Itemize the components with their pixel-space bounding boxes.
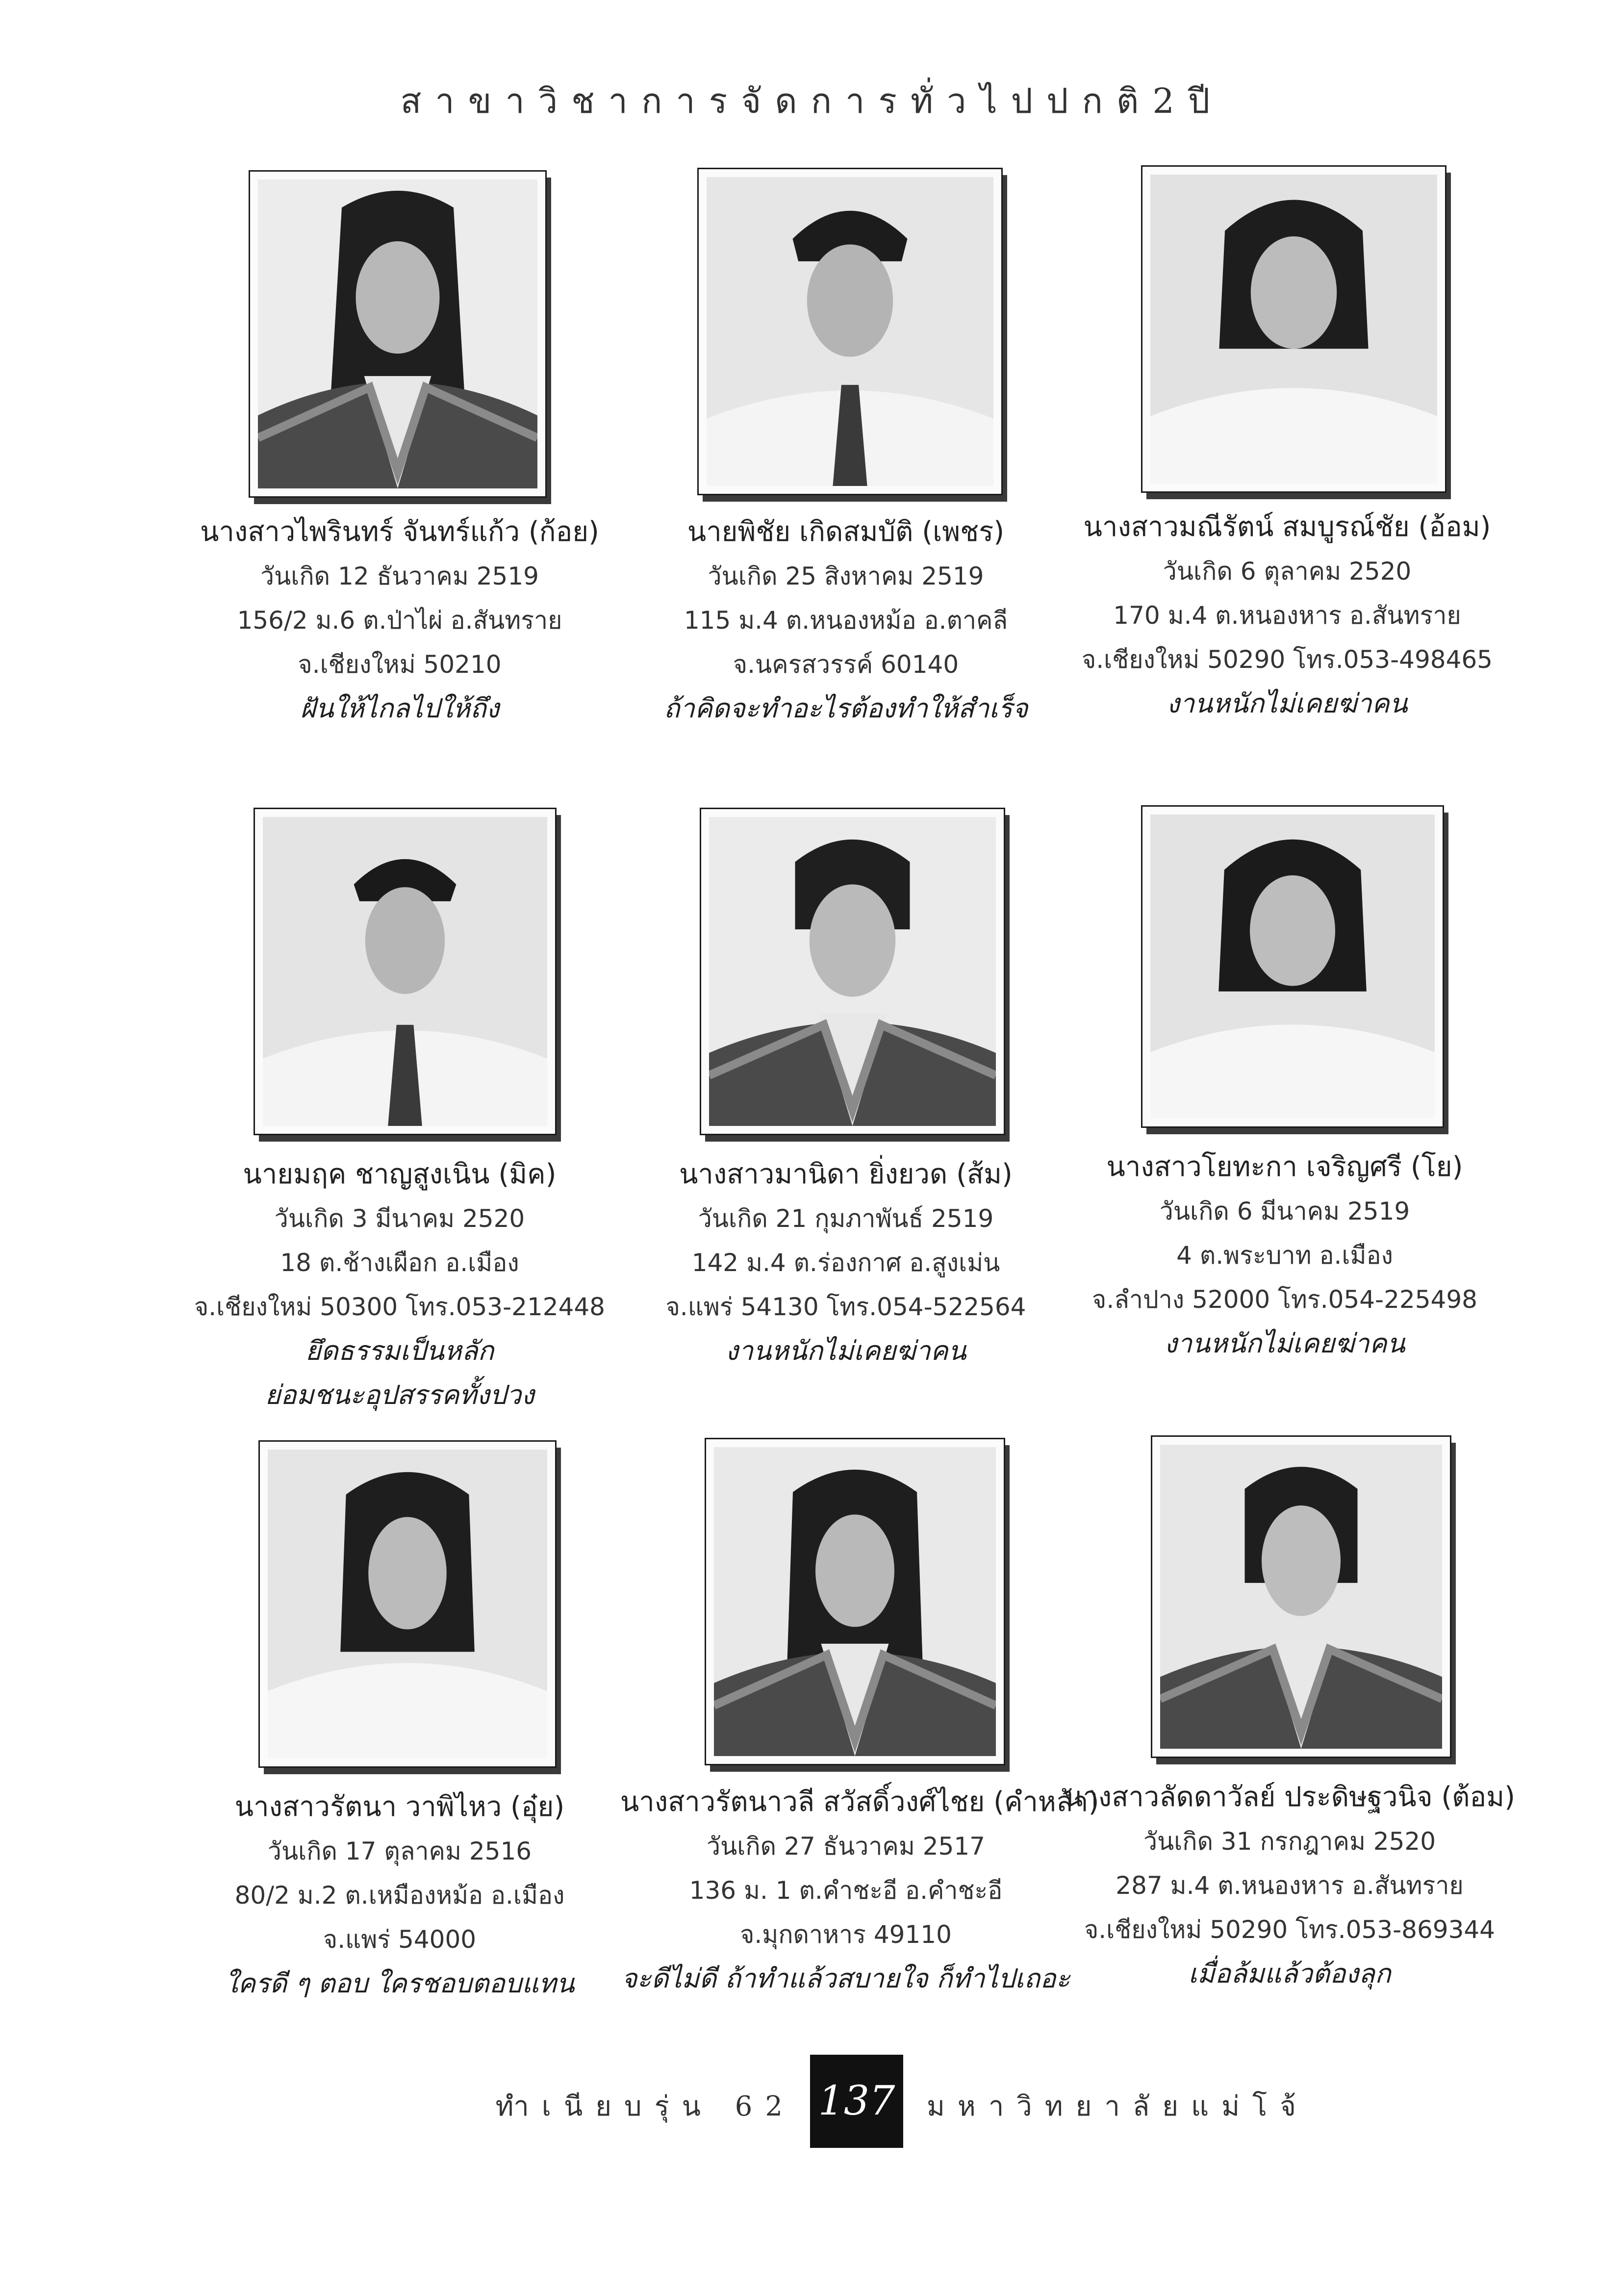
footer-yearbook-label: ทำเนียบรุ่น 62 (495, 2091, 795, 2122)
graduate-name: นางสาวโยทะกา เจริญศรี (โย) (1106, 1151, 1463, 1183)
graduate-caption-1 (174, 510, 625, 731)
graduate-caption-2 (620, 510, 1071, 731)
page-footer (0, 2055, 1624, 2148)
graduate-address: จ.เชียงใหม่ 50290 โทร.053-498465 (1081, 645, 1493, 674)
graduate-motto: งานหนักไม่เคยฆ่าคน (725, 1335, 966, 1366)
graduate-motto: ยึดธรรมเป็นหลัก (305, 1335, 494, 1366)
graduate-photo-4 (255, 809, 555, 1134)
graduate-photo-5 (701, 809, 1004, 1134)
graduate-birthday: วันเกิด 17 ตุลาคม 2516 (267, 1837, 532, 1865)
graduate-address: จ.มุกดาหาร 49110 (740, 1920, 952, 1949)
graduate-name: นายมฤค ชาญสูงเนิน (มิค) (243, 1158, 557, 1190)
graduate-birthday: วันเกิด 3 มีนาคม 2520 (274, 1204, 525, 1233)
graduate-name: นางสาวไพรินทร์ จันทร์แก้ว (ก้อย) (200, 516, 599, 548)
graduate-address: 80/2 ม.2 ต.เหมืองหม้อ อ.เมือง (234, 1881, 565, 1910)
graduate-caption-9 (1064, 1775, 1515, 1996)
graduate-motto: จะดีไม่ดี ถ้าทำแล้วสบายใจ ก็ทำไปเถอะ (621, 1963, 1070, 1994)
graduate-motto: ใครดี ๆ ตอบ ใครชอบตอบแทน (225, 1968, 575, 1999)
graduate-address: 287 ม.4 ต.หนองหาร อ.สันทราย (1116, 1871, 1464, 1900)
graduate-motto: งานหนักไม่เคยฆ่าคน (1167, 688, 1408, 719)
graduate-photo-1 (250, 172, 545, 496)
graduate-caption-7 (174, 1785, 625, 2006)
graduate-address: จ.แพร่ 54130 โทร.054-522564 (665, 1293, 1026, 1321)
graduate-photo-9 (1152, 1437, 1450, 1757)
graduate-motto: ฝันให้ไกลไปให้ถึง (300, 693, 499, 724)
graduate-photo-2 (699, 169, 1001, 494)
graduate-address: 170 ม.4 ต.หนองหาร อ.สันทราย (1113, 601, 1461, 630)
graduate-birthday: วันเกิด 6 ตุลาคม 2520 (1163, 557, 1412, 586)
graduate-address: จ.แพร่ 54000 (323, 1925, 477, 1954)
graduate-caption-5 (620, 1152, 1071, 1373)
graduate-caption-8 (620, 1780, 1099, 2001)
graduate-name: นางสาวรัตนา วาพิไหว (อุ๋ย) (234, 1791, 565, 1823)
graduate-birthday: วันเกิด 12 ธันวาคม 2519 (260, 562, 539, 590)
graduate-name: นางสาวรัตนาวลี สวัสดิ์วงศ์ไชย (คำหล้า) (620, 1786, 1099, 1818)
graduate-address: จ.ลำปาง 52000 โทร.054-225498 (1092, 1285, 1477, 1314)
graduate-address: 136 ม. 1 ต.คำชะอี อ.คำชะอี (689, 1876, 1003, 1905)
graduate-caption-3 (1062, 505, 1513, 726)
graduate-motto: เมื่อล้มแล้วต้องลุก (1188, 1958, 1391, 1989)
graduate-address: จ.นครสวรรค์ 60140 (733, 650, 959, 679)
graduate-address: 156/2 ม.6 ต.ป่าไผ่ อ.สันทราย (237, 606, 562, 635)
graduate-birthday: วันเกิด 6 มีนาคม 2519 (1159, 1197, 1410, 1225)
graduate-address: 4 ต.พระบาท อ.เมือง (1176, 1241, 1393, 1270)
page-number: 137 (810, 2055, 903, 2148)
graduate-birthday: วันเกิด 31 กรกฎาคม 2520 (1143, 1827, 1436, 1856)
graduate-motto: งานหนักไม่เคยฆ่าคน (1164, 1328, 1405, 1359)
graduate-address: 142 ม.4 ต.ร่องกาศ อ.สูงเม่น (691, 1249, 1000, 1277)
graduate-name: นางสาวมานิดา ยิ่งยวด (ส้ม) (679, 1158, 1013, 1190)
footer-university-label: มหาวิทยาลัยแม่โจ้ (927, 2091, 1309, 2122)
graduate-caption-6 (1059, 1145, 1510, 1366)
graduate-motto: ถ้าคิดจะทำอะไรต้องทำให้สำเร็จ (663, 693, 1028, 724)
graduate-address: จ.เชียงใหม่ 50300 โทร.053-212448 (194, 1293, 605, 1321)
graduate-name: นายพิชัย เกิดสมบัติ (เพชร) (687, 516, 1005, 548)
graduate-address: 18 ต.ช้างเผือก อ.เมือง (280, 1249, 519, 1277)
graduate-address: จ.เชียงใหม่ 50290 โทร.053-869344 (1084, 1915, 1495, 1944)
graduate-birthday: วันเกิด 21 กุมภาพันธ์ 2519 (698, 1204, 994, 1233)
graduate-photo-8 (706, 1439, 1004, 1764)
graduate-caption-4 (174, 1152, 625, 1417)
graduate-birthday: วันเกิด 25 สิงหาคม 2519 (708, 562, 984, 590)
graduate-name: นางสาวมณีรัตน์ สมบูรณ์ชัย (อ้อม) (1083, 511, 1491, 543)
graduate-address: จ.เชียงใหม่ 50210 (298, 650, 502, 679)
section-title: สาขาวิชาการจัดการทั่วไปปกติ2ปี (400, 81, 1224, 121)
graduate-photo-3 (1142, 167, 1445, 491)
graduate-photo-7 (260, 1442, 555, 1766)
graduate-birthday: วันเกิด 27 ธันวาคม 2517 (707, 1832, 985, 1861)
graduate-name: นางสาวลัดดาวัลย์ ประดิษฐวนิจ (ต้อม) (1064, 1781, 1515, 1813)
graduate-photo-6 (1142, 807, 1443, 1126)
graduate-address: 115 ม.4 ต.หนองหม้อ อ.ตาคลี (684, 606, 1008, 635)
graduate-motto: ย่อมชนะอุปสรรคทั้งปวง (265, 1379, 534, 1410)
